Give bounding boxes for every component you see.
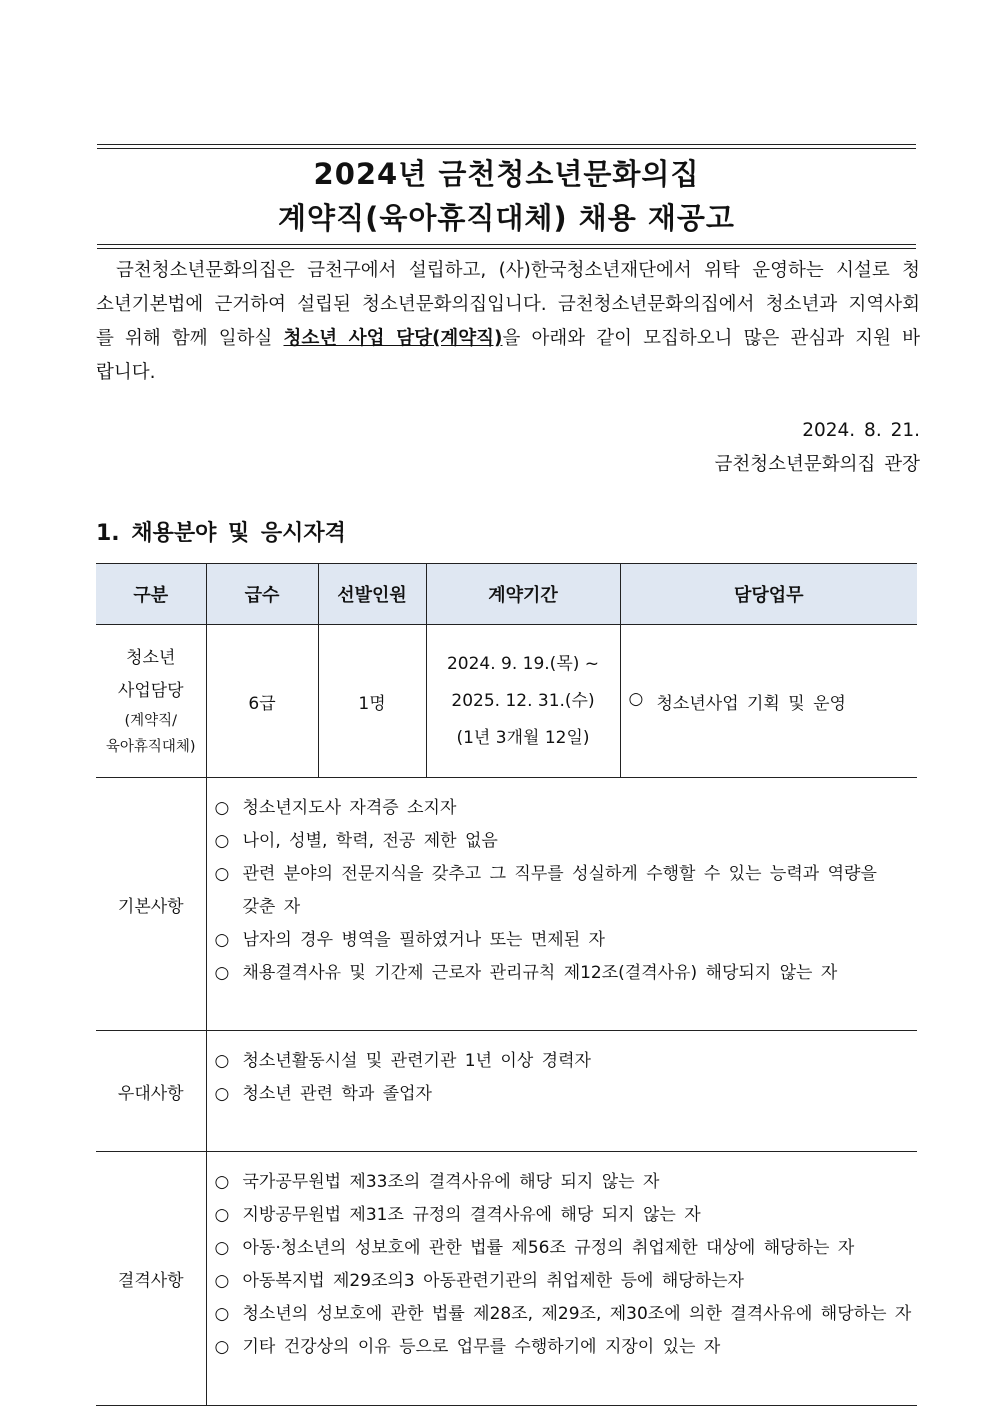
notice-date: 2024. 8. 21.: [802, 420, 920, 441]
header-grade: 급수: [206, 564, 318, 625]
list-item: [215, 1199, 918, 1232]
list-item: [215, 858, 918, 924]
category-line-2: 사업담당: [117, 681, 184, 701]
bullet-icon: ○: [214, 798, 230, 818]
list-item: [215, 1078, 918, 1111]
bullet-icon: ○: [214, 1337, 230, 1357]
disqualification-item-text: 국가공무원법 제33조의 결격사유에 해당 되지 않는 자: [242, 1172, 660, 1192]
bullet-icon: ○: [214, 864, 230, 884]
bullet-icon: ○: [214, 1172, 230, 1192]
cell-disqualification-label: 결격사항: [96, 1152, 206, 1406]
list-item: [215, 1298, 918, 1331]
list-item: [215, 1045, 918, 1078]
bullet-icon: ○: [214, 963, 230, 983]
bullet-icon: ○: [628, 688, 644, 709]
list-item: [215, 1265, 918, 1298]
table-row: [96, 1031, 917, 1152]
intro-text-1: 금천청소년문화의집은 금천구에서 설립하고, (사)한국청소년재단에서 위탁 운영하는 시설로 청소년기본법에 근거하여 설립된 청소년문화의집입니다. 금천청소년문화의집에서 청소년과 지역사회를 위해 함께 일하실: [96, 260, 920, 349]
bullet-icon: ○: [214, 930, 230, 950]
title-line-2: 계약직(육아휴직대체) 채용 재공고: [278, 201, 735, 235]
signature: 금천청소년문화의집 관장: [714, 454, 920, 475]
section-title: 1. 채용분야 및 응시자격: [96, 521, 346, 546]
header-category: 구분: [96, 564, 206, 625]
bullet-icon: ○: [214, 1271, 230, 1291]
period-line-2: 2025. 12. 31.(수): [451, 690, 595, 711]
table-row: [96, 778, 917, 1031]
title-line-1: 2024년 금천청소년문화의집: [313, 157, 700, 191]
bullet-icon: ○: [214, 1051, 230, 1071]
cell-grade: 6급: [206, 625, 318, 778]
basic-item-text: 남자의 경우 병역을 필하였거나 또는 면제된 자: [242, 930, 605, 950]
bullet-icon: ○: [214, 831, 230, 851]
list-item: [215, 792, 918, 825]
disqualification-item-text: 청소년의 성보호에 관한 법률 제28조, 제29조, 제30조에 의한 결격사유에 해당하는 자: [242, 1304, 912, 1324]
bullet-icon: ○: [214, 1304, 230, 1324]
period-line-3: (1년 3개월 12일): [456, 727, 590, 748]
cell-preferred-label: 우대사항: [96, 1031, 206, 1152]
intro-paragraph: [96, 254, 920, 390]
cell-basic-items: [206, 778, 917, 1031]
duty-text: 청소년사업 기획 및 운영: [656, 693, 846, 714]
list-item: [215, 825, 918, 858]
preferred-item-text: 청소년활동시설 및 관련기관 1년 이상 경력자: [242, 1051, 591, 1071]
header-headcount: 선발인원: [318, 564, 426, 625]
intro-emphasis: 청소년 사업 담당(계약직): [283, 328, 503, 349]
cell-duty: [620, 625, 917, 778]
title-block: [97, 144, 916, 249]
cell-disqualification-items: [206, 1152, 917, 1406]
table-header-row: [96, 564, 917, 625]
list-item: [215, 924, 918, 957]
bullet-icon: ○: [214, 1238, 230, 1258]
bullet-icon: ○: [214, 1205, 230, 1225]
header-duty: 담당업무: [620, 564, 917, 625]
basic-item-text: 관련 분야의 전문지식을 갖추고 그 직무를 성실하게 수행할 수 있는 능력과 역량을 갖춘 자: [242, 864, 877, 917]
period-line-1: 2024. 9. 19.(목) ~: [446, 653, 600, 674]
disqualification-item-text: 지방공무원법 제31조 규정의 결격사유에 해당 되지 않는 자: [242, 1205, 701, 1225]
disqualification-item-text: 기타 건강상의 이유 등으로 업무를 수행하기에 지장이 있는 자: [242, 1337, 721, 1357]
category-note-2: 육아휴직대체): [105, 739, 196, 755]
cell-basic-label: 기본사항: [96, 778, 206, 1031]
title-bottom-rule: [97, 244, 916, 249]
preferred-item-text: 청소년 관련 학과 졸업자: [242, 1084, 432, 1104]
basic-item-text: 청소년지도사 자격증 소지자: [242, 798, 457, 818]
list-item: [215, 1232, 918, 1265]
intro-text-2: 을 아래와 같이 모집하오니 많은 관심과 지원 바랍니다.: [96, 328, 920, 383]
list-item: [629, 689, 917, 714]
list-item: [215, 1166, 918, 1199]
table-row: [96, 625, 917, 778]
basic-item-text: 나이, 성별, 학력, 전공 제한 없음: [242, 831, 498, 851]
category-line-1: 청소년: [126, 648, 176, 668]
cell-headcount: 1명: [318, 625, 426, 778]
title-top-rule: [97, 144, 916, 149]
category-note-1: (계약직/: [124, 713, 178, 729]
list-item: [215, 1331, 918, 1364]
cell-preferred-items: [206, 1031, 917, 1152]
cell-period: [426, 625, 620, 778]
list-item: [215, 957, 918, 990]
basic-item-text: 채용결격사유 및 기간제 근로자 관리규칙 제12조(결격사유) 해당되지 않는 자: [242, 963, 838, 983]
disqualification-item-text: 아동복지법 제29조의3 아동관련기관의 취업제한 등에 해당하는자: [242, 1271, 744, 1291]
recruitment-table: [96, 563, 917, 1406]
header-period: 계약기간: [426, 564, 620, 625]
disqualification-item-text: 아동·청소년의 성보호에 관한 법률 제56조 규정의 취업제한 대상에 해당하는 자: [242, 1238, 855, 1258]
bullet-icon: ○: [214, 1084, 230, 1104]
table-row: [96, 1152, 917, 1406]
cell-category: [96, 625, 206, 778]
